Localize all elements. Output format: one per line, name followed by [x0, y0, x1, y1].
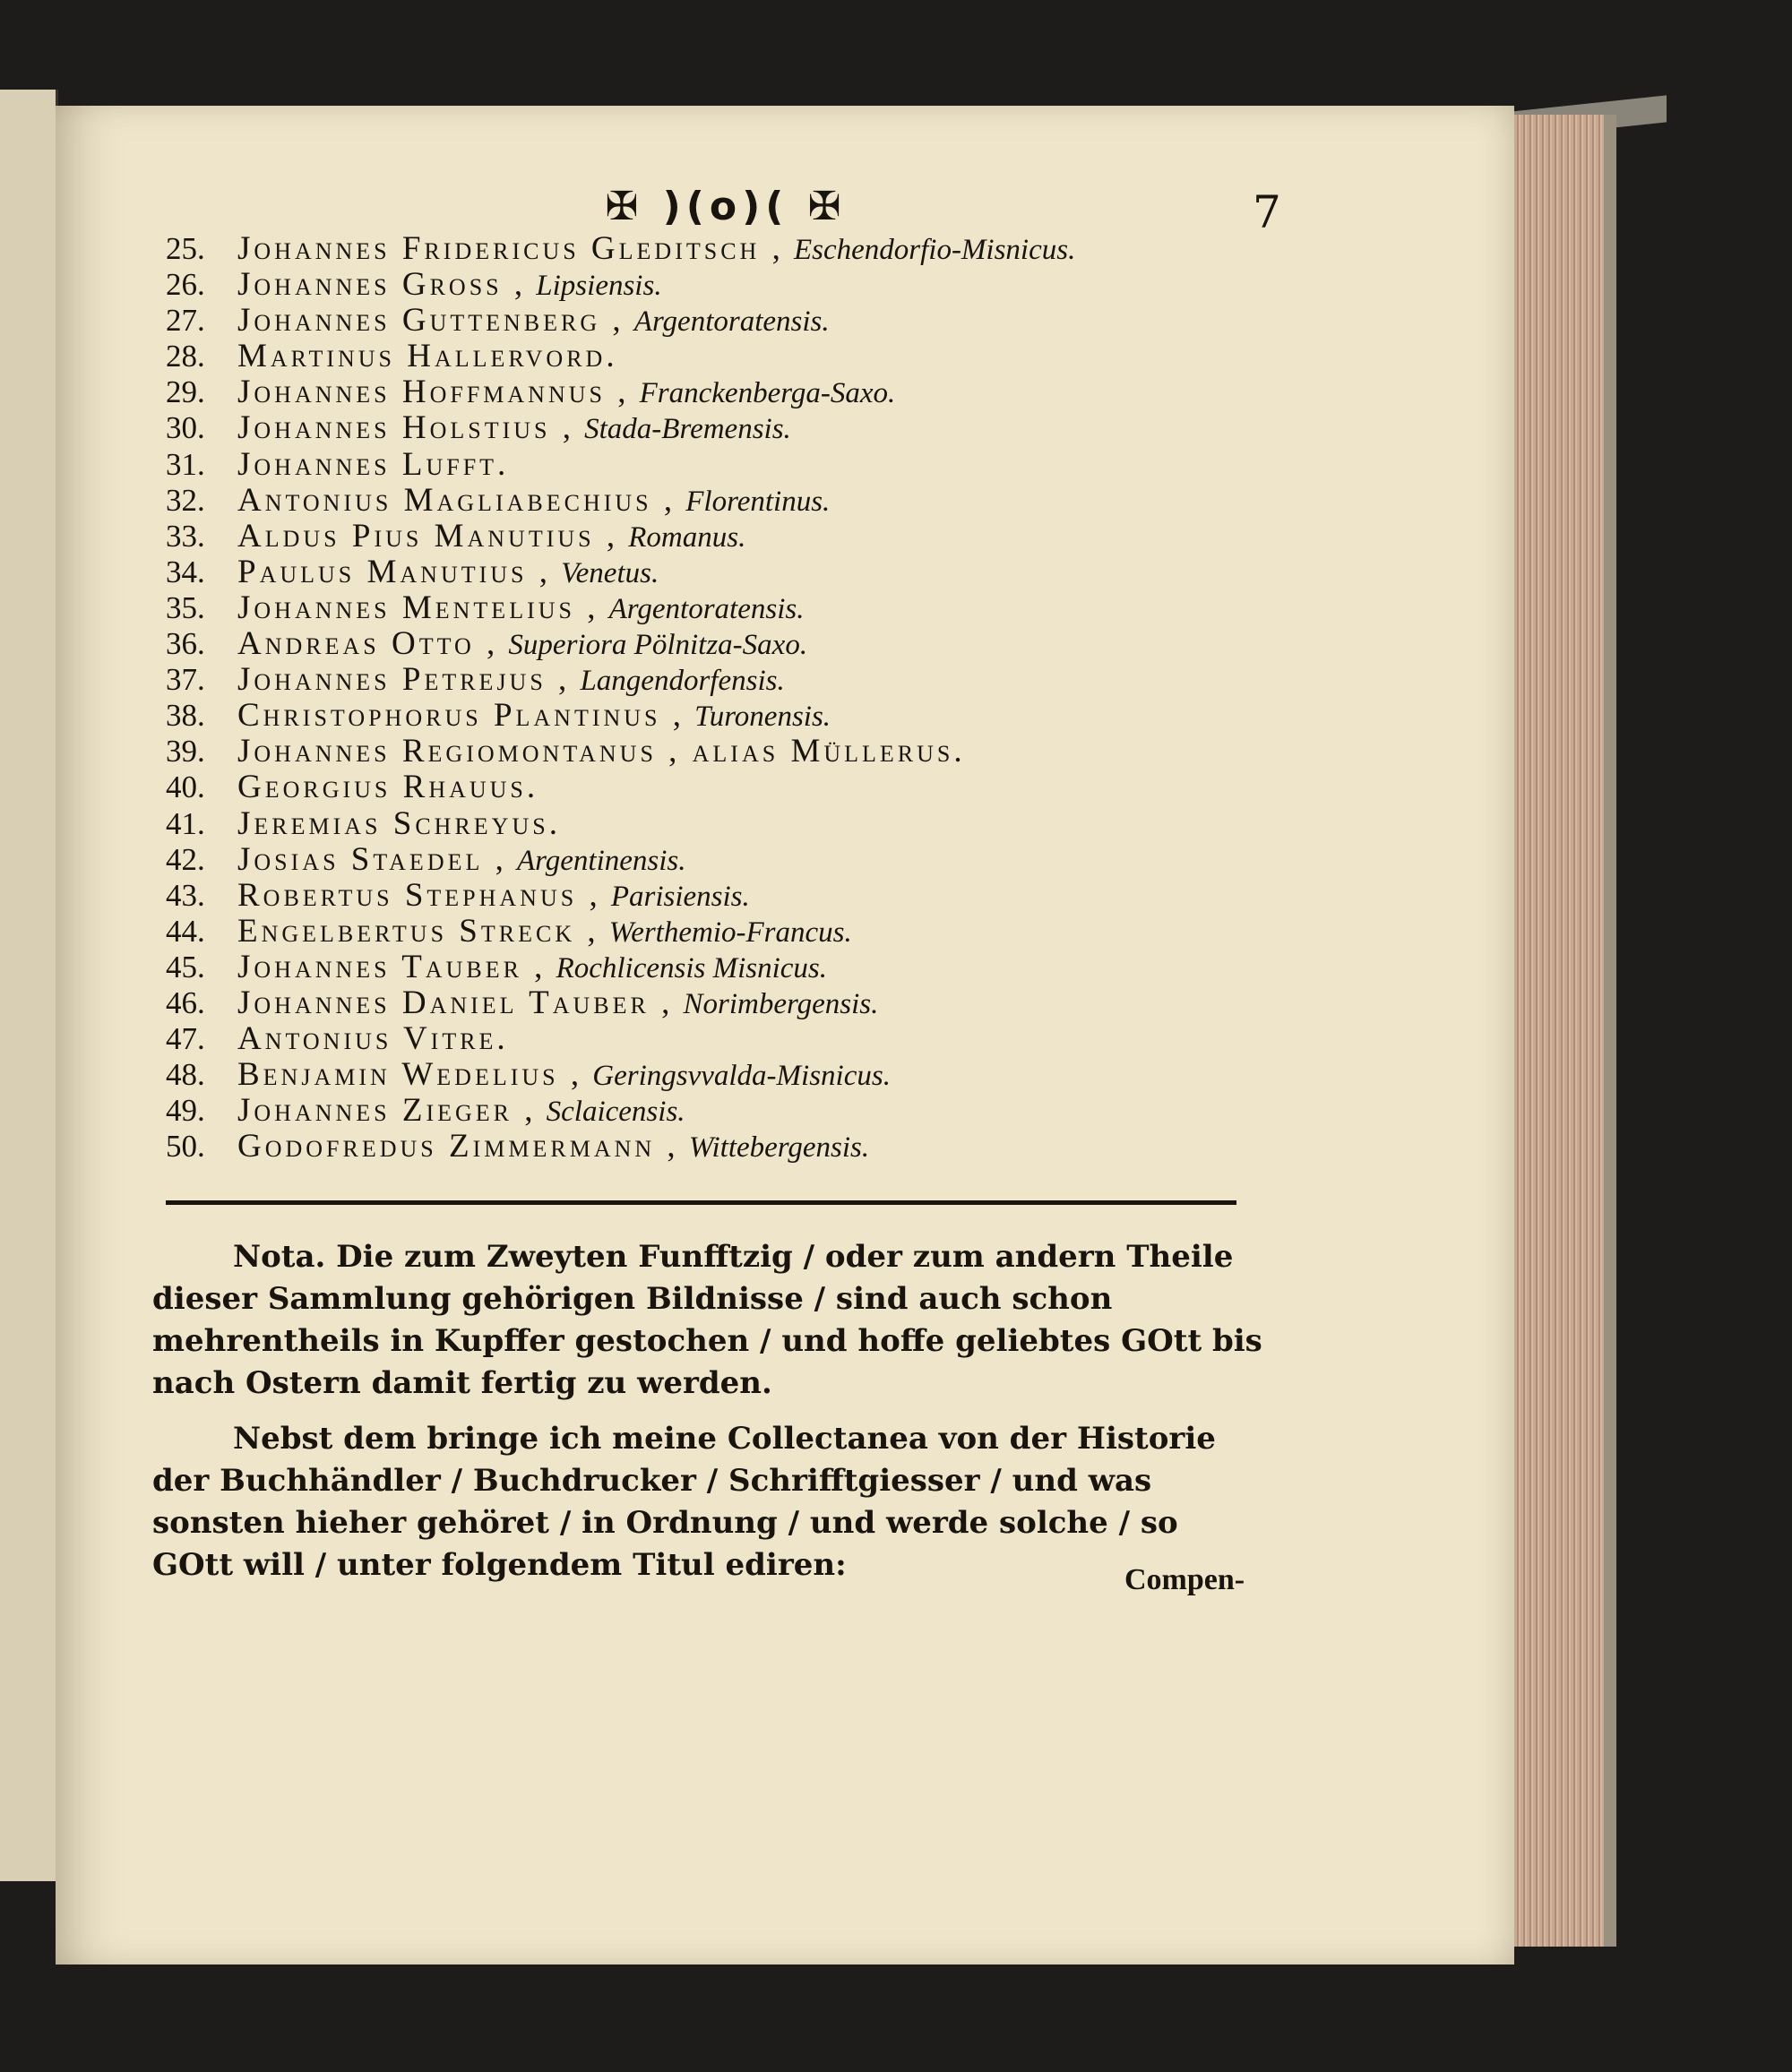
entry-origin: Superiora Pölnitza-Saxo.	[508, 629, 808, 662]
entry-origin: Venetus.	[561, 556, 659, 589]
entry-origin: Lipsiensis.	[536, 270, 662, 303]
printer-list	[166, 231, 1268, 1165]
entry-name: Georgius Rhauus.	[237, 769, 539, 806]
entry-number: 50.	[166, 1129, 205, 1165]
list-item	[166, 1129, 1268, 1165]
entry-origin: Werthemio-Francus.	[608, 916, 852, 949]
left-page-edge	[0, 90, 58, 1881]
entry-number: 34.	[166, 554, 205, 589]
entry-name: Engelbertus Streck ,	[237, 912, 599, 950]
entry-number: 47.	[166, 1021, 205, 1057]
list-item	[166, 698, 1268, 734]
page-fore-edge	[1514, 115, 1616, 1947]
list-item	[166, 914, 1268, 950]
list-item	[166, 950, 1268, 985]
entry-number: 48.	[166, 1057, 205, 1093]
entry-origin: Turonensis.	[694, 701, 831, 734]
entry-name: Martinus Hallervord.	[237, 338, 618, 375]
entry-origin: Wittebergensis.	[688, 1131, 870, 1165]
entry-name: Johannes Regiomontanus , alias Müllerus.	[237, 733, 966, 770]
list-item	[166, 1021, 1268, 1057]
entry-number: 38.	[166, 698, 205, 734]
entry-origin: Florentinus.	[685, 485, 831, 518]
ornament-header: ✠ )(o)( ✠	[605, 184, 847, 229]
entry-number: 49.	[166, 1093, 205, 1129]
entry-name: Antonius Vitre.	[237, 1020, 509, 1058]
entry-name: Robertus Stephanus ,	[237, 876, 601, 914]
entry-number: 44.	[166, 913, 205, 949]
list-item	[166, 878, 1268, 914]
page-number: 7	[1253, 186, 1281, 238]
entry-name: Aldus Pius Manutius ,	[237, 517, 619, 555]
entry-name: Paulus Manutius ,	[237, 553, 552, 590]
list-item	[166, 662, 1268, 698]
entry-number: 39.	[166, 734, 205, 769]
entry-number: 46.	[166, 984, 205, 1020]
entry-origin: Stada-Bremensis.	[584, 413, 791, 446]
entry-number: 35.	[166, 589, 205, 625]
entry-name: Benjamin Wedelius ,	[237, 1056, 583, 1094]
entry-origin: Geringsvvalda-Misnicus.	[592, 1060, 891, 1093]
entry-number: 41.	[166, 805, 205, 841]
list-item	[166, 555, 1268, 590]
entry-name: Johannes Zieger ,	[237, 1092, 537, 1130]
entry-number: 32.	[166, 482, 205, 518]
list-item	[166, 590, 1268, 626]
entry-number: 43.	[166, 877, 205, 913]
list-item	[166, 626, 1268, 662]
entry-number: 40.	[166, 769, 205, 805]
list-item	[166, 374, 1268, 410]
entry-origin: Franckenberga-Saxo.	[639, 377, 896, 410]
entry-name: Johannes Hoffmannus ,	[237, 374, 630, 411]
list-item	[166, 1057, 1268, 1093]
list-item	[166, 734, 1268, 769]
entry-name: Johannes Gross ,	[237, 266, 527, 304]
entry-origin: Romanus.	[628, 520, 746, 554]
entry-name: Christophorus Plantinus ,	[237, 697, 685, 735]
nota-paragraph: Nota. Die zum Zweyten Funfftzig / oder zum andern Theile dieser Sammlung gehörigen Bildnisse / sind auch schon mehrentheils in Kupffer gestochen / und hoffe geliebtes GOtt bis nach Ostern damit fertig zu werden.	[152, 1239, 1262, 1401]
entry-name: Johannes Tauber ,	[237, 948, 547, 985]
entry-number: 25.	[166, 231, 205, 266]
list-item	[166, 985, 1268, 1021]
entry-origin: Langendorfensis.	[580, 665, 785, 698]
entry-origin: Argentoratensis.	[633, 305, 830, 339]
entry-number: 37.	[166, 662, 205, 698]
entry-number: 36.	[166, 626, 205, 662]
list-item	[166, 1093, 1268, 1129]
list-item	[166, 806, 1268, 842]
list-item	[166, 339, 1268, 374]
list-item	[166, 231, 1268, 267]
entry-origin: Argentoratensis.	[608, 592, 805, 625]
list-item	[166, 769, 1268, 805]
entry-name: Antonius Magliabechius ,	[237, 481, 676, 519]
entry-name: Johannes Holstius ,	[237, 409, 574, 447]
entry-number: 45.	[166, 949, 205, 984]
entry-name: Jeremias Schreyus.	[237, 804, 561, 842]
entry-origin: Eschendorfio-Misnicus.	[793, 234, 1076, 266]
entry-name: Johannes Lufft.	[237, 445, 510, 483]
entry-name: Johannes Guttenberg ,	[237, 302, 625, 340]
entry-number: 29.	[166, 374, 205, 410]
collectanea-paragraph: Nebst dem bringe ich meine Collectanea von der Historie der Buchhändler / Buchdrucker / Schrifftgiesser / und was sonsten hieher gehöret / in Ordnung / und werde solche / so GOtt will / unter folgendem Titul ediren:	[152, 1421, 1216, 1583]
divider-rule	[166, 1200, 1236, 1205]
entry-number: 27.	[166, 303, 205, 339]
list-item	[166, 267, 1268, 303]
list-item	[166, 410, 1268, 446]
entry-origin: Parisiensis.	[610, 880, 750, 913]
catchword: Compen-	[1124, 1563, 1245, 1596]
entry-origin: Rochlicensis Misnicus.	[556, 951, 828, 984]
list-item	[166, 303, 1268, 339]
list-item	[166, 447, 1268, 483]
entry-number: 30.	[166, 410, 205, 446]
entry-name: Johannes Petrejus ,	[237, 661, 571, 699]
entry-number: 33.	[166, 518, 205, 554]
entry-name: Josias Staedel ,	[237, 840, 507, 878]
entry-name: Godofredus Zimmermann ,	[237, 1128, 679, 1165]
entry-name: Johannes Mentelius ,	[237, 589, 599, 626]
entry-number: 28.	[166, 339, 205, 374]
entry-number: 31.	[166, 446, 205, 482]
list-item	[166, 483, 1268, 519]
entry-name: Andreas Otto ,	[237, 625, 499, 663]
entry-origin: Argentinensis.	[517, 844, 686, 877]
list-item	[166, 519, 1268, 555]
entry-number: 42.	[166, 841, 205, 877]
list-item	[166, 842, 1268, 878]
entry-name: Johannes Daniel Tauber ,	[237, 984, 674, 1021]
entry-number: 26.	[166, 267, 205, 303]
entry-name: Johannes Fridericus Gleditsch ,	[237, 230, 784, 267]
entry-origin: Norimbergensis.	[683, 987, 879, 1020]
entry-origin: Sclaicensis.	[546, 1096, 685, 1129]
